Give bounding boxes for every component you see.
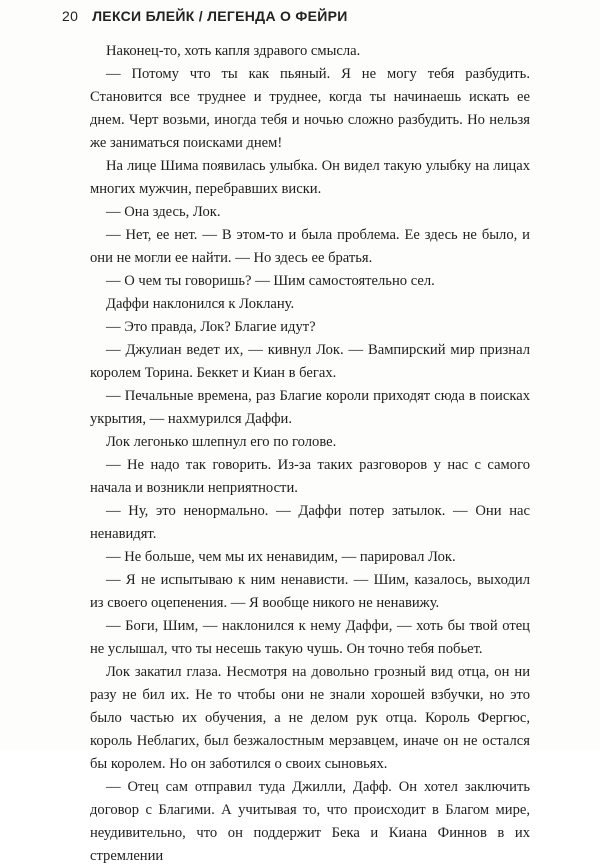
paragraph: — Джулиан ведет их, — кивнул Лок. — Вампирский мир признал королем Торина. Беккет и Киан в бегах. [90,342,530,381]
running-title: ЛЕКСИ БЛЕЙК / ЛЕГЕНДА О ФЕЙРИ [92,8,348,24]
paragraph: — Я не испытываю к ним ненависти. — Шим, казалось, выходил из своего оцепенения. — Я вообще никого не ненавижу. [90,572,530,611]
paragraph: — Отец сам отправил туда Джилли, Дафф. Он хотел заключить договор с Благими. А учитывая то, что происходит в Благом мире, неудивительно, что он поддержит Бека и Киана Финнов в их стремлении [90,779,530,864]
paragraph: Лок закатил глаза. Несмотря на довольно грозный вид отца, он ни разу не бил их. Не то чтобы они не знали хорошей взбучки, но это было частью их обучения, а не делом рук отца. Король Фергюс, король Неблагих, был безжалостным мерзавцем, иначе он не остался бы королем. Но он заботился о своих сыновьях. [90,664,530,772]
paragraph: — Ну, это ненормально. — Даффи потер затылок. — Они нас ненавидят. [90,503,530,542]
paragraph: Лок легонько шлепнул его по голове. [106,434,337,450]
page-number: 20 [62,8,79,24]
paragraph: — О чем ты говоришь? — Шим самостоятельно сел. [106,273,435,289]
paragraph: — Не надо так говорить. Из-за таких разговоров у нас с самого начала и возникли неприятности. [90,457,530,496]
paragraph: Даффи наклонился к Локлану. [106,296,295,312]
paragraph: — Нет, ее нет. — В этом-то и была проблема. Ее здесь не было, и они не могли ее найти. — Но здесь ее братья. [90,227,530,266]
paragraph: Наконец-то, хоть капля здравого смысла. [106,43,361,59]
body-text [90,40,530,868]
paragraph: На лице Шима появилась улыбка. Он видел такую улыбку на лицах многих мужчин, перебравших виски. [90,158,530,197]
paragraph: — Не больше, чем мы их ненавидим, — парировал Лок. [106,549,456,565]
paragraph: — Печальные времена, раз Благие короли приходят сюда в поисках укрытия, — нахмурился Даффи. [90,388,530,427]
running-header [62,8,348,32]
paragraph: — Она здесь, Лок. [106,204,221,220]
paragraph: — Боги, Шим, — наклонился к нему Даффи, — хоть бы твой отец не услышал, что ты несешь такую чушь. Он точно тебя побьет. [90,618,530,657]
paragraph: — Это правда, Лок? Благие идут? [106,319,316,335]
paragraph: — Потому что ты как пьяный. Я не могу тебя разбудить. Становится все труднее и труднее, когда ты начинаешь искать ее днем. Черт возьми, иногда тебя и ночью сложно разбудить. Но нельзя же заниматься поисками днем! [90,66,530,151]
